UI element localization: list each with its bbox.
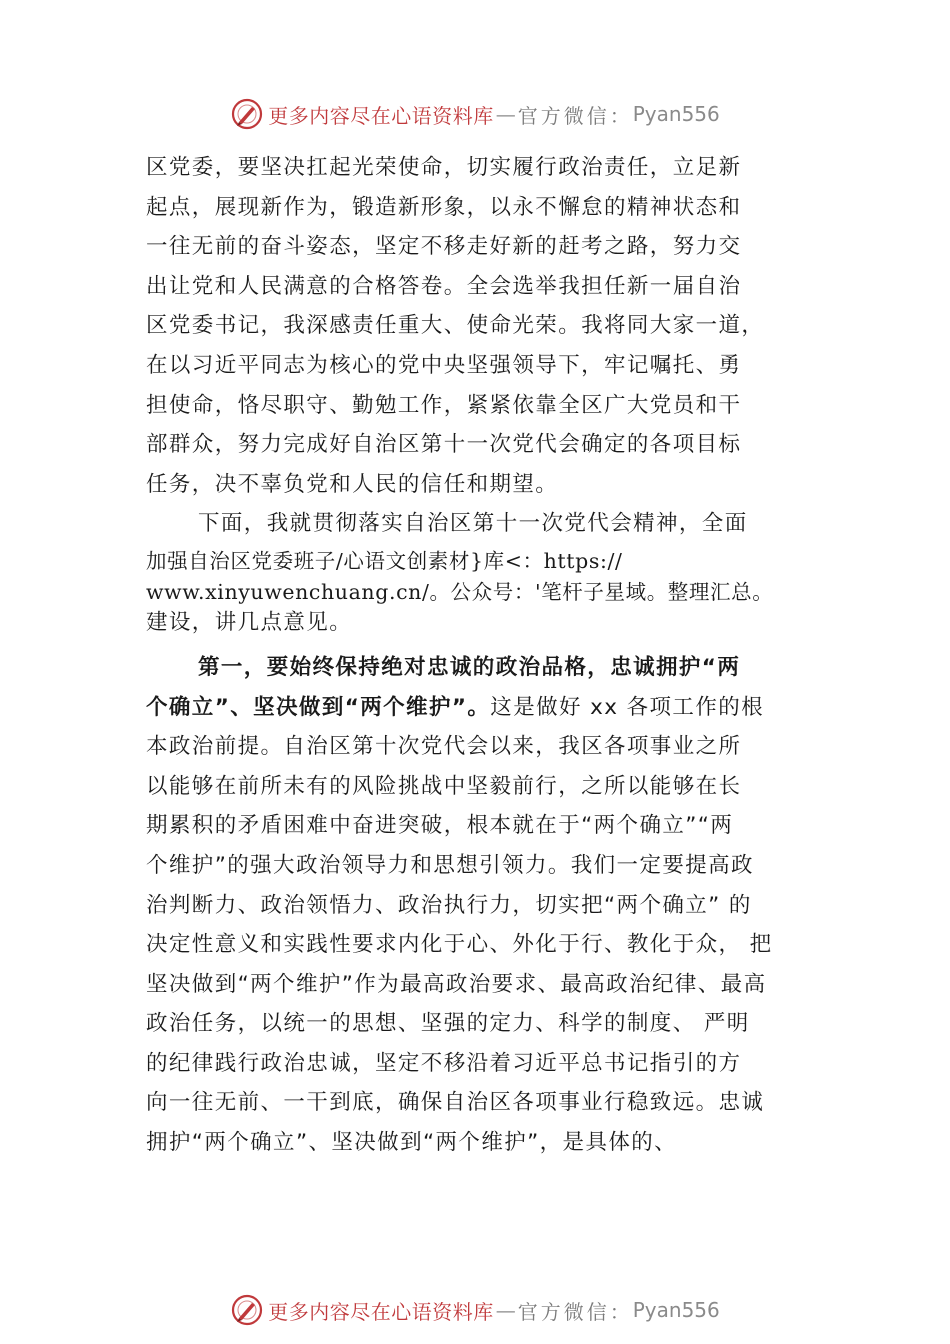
text-line: 以能够在前所未有的风险挑战中坚毅前行，之所以能够在长 bbox=[146, 773, 742, 799]
banner-dash: — bbox=[495, 102, 516, 126]
pen-logo-icon bbox=[230, 1293, 264, 1327]
banner-handle: Pyan556 bbox=[632, 102, 720, 126]
banner-dash: — bbox=[495, 1298, 516, 1322]
banner-brand: 更多内容尽在心语资料库 bbox=[268, 103, 494, 128]
text-line: 起点，展现新作为，锻造新形象，以永不懈怠的精神状态和 bbox=[146, 194, 742, 220]
document-body bbox=[146, 148, 846, 1163]
text-line: 向一往无前、一干到底，确保自治区各项事业行稳致远。忠诚 bbox=[146, 1090, 765, 1116]
text-line: 一往无前的奋斗姿态，坚定不移走好新的赶考之路，努力交 bbox=[146, 234, 742, 260]
pen-logo-icon bbox=[230, 97, 264, 131]
text-line: 担使命，恪尽职守、勤勉工作，紧紧依靠全区广大党员和干 bbox=[146, 392, 742, 418]
section-heading-line: 第一，要始终保持绝对忠诚的政治品格，忠诚拥护“两 bbox=[198, 654, 741, 680]
section-heading-tail: 个确立”、坚决做到“两个维护”。 bbox=[146, 694, 491, 720]
text-line: 拥护“两个确立”、坚决做到“两个维护”，是具体的、 bbox=[146, 1130, 678, 1156]
text-line: 任务，决不辜负党和人民的信任和期望。 bbox=[146, 471, 559, 497]
header-banner bbox=[0, 94, 950, 134]
text-line: 在以习近平同志为核心的党中央坚强领导下，牢记嘱托、勇 bbox=[146, 352, 742, 378]
text-line: 下面，我就贯彻落实自治区第十一次党代会精神，全面 bbox=[198, 511, 748, 537]
text-line: 建设，讲几点意见。 bbox=[146, 609, 353, 635]
text-line: 个维护”的强大政治领导力和思想引领力。我们一定要提高政 bbox=[146, 852, 754, 878]
footer-banner bbox=[0, 1290, 950, 1330]
text-line: 的纪律践行政治忠诚，坚定不移沿着习近平总书记指引的方 bbox=[146, 1050, 742, 1076]
text-line-tail: 这是做好 xx 各项工作的根 bbox=[490, 694, 765, 720]
banner-handle: Pyan556 bbox=[632, 1298, 720, 1322]
banner-wechat-label: 官方微信： bbox=[517, 1299, 633, 1324]
text-line: 治判断力、政治领悟力、政治执行力，切实把“两个确立” 的 bbox=[146, 892, 752, 918]
text-line: 区党委，要坚决扛起光荣使命，切实履行政治责任，立足新 bbox=[146, 155, 742, 180]
text-line: 期累积的矛盾困难中奋进突破，根本就在于“两个确立”“两 bbox=[146, 813, 734, 839]
text-line: 政治任务，以统一的思想、坚强的定力、科学的制度、 严明 bbox=[146, 1011, 750, 1037]
text-line: 加强自治区党委班子/心语文创素材}库<：https:// bbox=[146, 548, 623, 573]
text-line: 出让党和人民满意的合格答卷。全会选举我担任新一届自治 bbox=[146, 273, 742, 299]
text-line: 区党委书记，我深感责任重大、使命光荣。我将同大家一道， bbox=[146, 313, 765, 339]
text-line bbox=[146, 688, 846, 728]
text-line: 坚决做到“两个维护”作为最高政治要求、最高政治纪律、最高 bbox=[146, 971, 767, 997]
text-line: www.xinyuwenchuang.cn/。公众号：'笔杆子星域。整理汇总。 bbox=[146, 579, 774, 604]
text-line: 决定性意义和实践性要求内化于心、外化于行、教化于众， 把 bbox=[146, 932, 773, 958]
text-line: 部群众，努力完成好自治区第十一次党代会确定的各项目标 bbox=[146, 432, 742, 458]
banner-wechat-label: 官方微信： bbox=[517, 103, 633, 128]
text-line: 本政治前提。自治区第十次党代会以来，我区各项事业之所 bbox=[146, 734, 742, 760]
banner-brand: 更多内容尽在心语资料库 bbox=[268, 1299, 494, 1324]
